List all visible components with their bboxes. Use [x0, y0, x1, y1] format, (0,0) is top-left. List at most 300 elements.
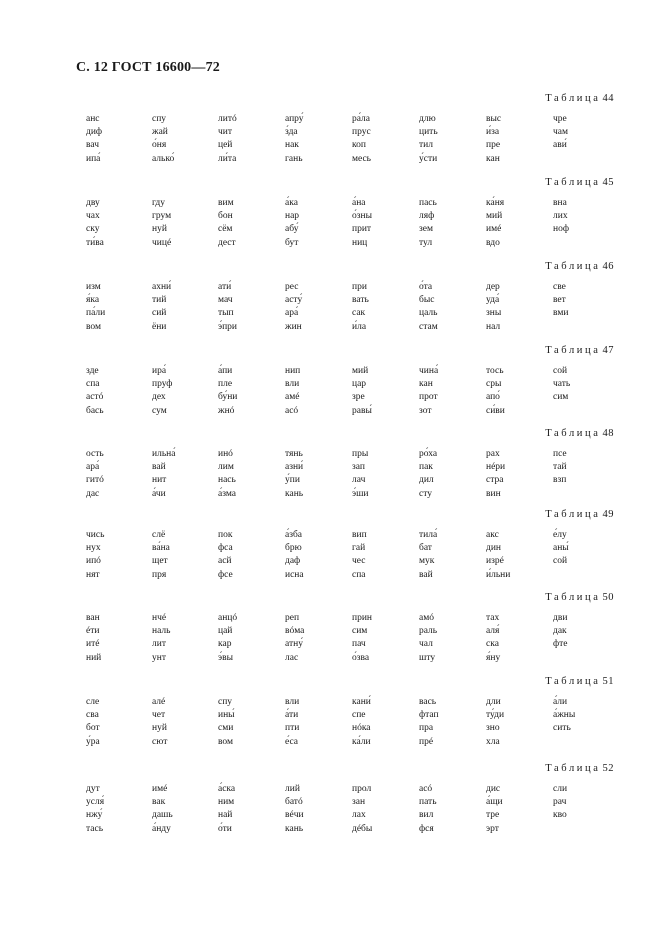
syllable: мий — [486, 211, 503, 222]
syllable: жин — [285, 321, 302, 332]
syllable: фте — [553, 639, 568, 650]
syllable: мук — [419, 556, 435, 567]
syllable: а́ка — [285, 198, 298, 208]
syllable: лас — [285, 652, 299, 663]
syllable: ний — [86, 652, 102, 663]
syllable: бот — [86, 723, 100, 734]
syllable-column — [218, 197, 236, 250]
table-caption-word: Таблица — [545, 676, 601, 687]
syllable: бат — [419, 543, 432, 554]
syllable: дест — [218, 237, 236, 248]
syllable-column — [419, 783, 437, 836]
syllable: лих — [553, 211, 568, 222]
table-caption — [545, 592, 614, 603]
syllable: сва — [86, 710, 99, 721]
syllable: ти́ва — [86, 237, 104, 248]
syllable: си́ви — [486, 405, 505, 416]
syllable: ати́ — [218, 282, 232, 292]
syllable: пти — [285, 723, 300, 734]
table-caption — [545, 676, 614, 687]
syllable: рах — [486, 449, 500, 459]
syllable: раль — [419, 626, 438, 637]
syllable: фтап — [419, 710, 439, 721]
syllable: даф — [285, 556, 301, 567]
syllable: тось — [486, 366, 504, 376]
syllable: а́нду — [152, 823, 171, 834]
syllable: длю — [419, 114, 436, 124]
syllable: гду — [152, 198, 166, 208]
syllable-column — [419, 529, 437, 582]
syllable: дву — [86, 198, 100, 208]
syllable: вéчи — [285, 810, 304, 821]
syllable: зан — [352, 797, 366, 808]
syllable-column — [152, 783, 173, 836]
syllable-column — [419, 448, 437, 501]
syllable: прит — [352, 224, 372, 235]
syllable: и́за — [486, 127, 500, 138]
table-caption-word: Таблица — [545, 428, 601, 439]
syllable: кань — [285, 488, 304, 499]
syllable: асó — [419, 784, 433, 794]
syllable: фса — [218, 543, 233, 554]
syllable: вась — [419, 697, 437, 707]
syllable-column — [285, 783, 304, 836]
syllable: абу́ — [285, 224, 299, 235]
syllable: сить — [553, 723, 571, 734]
syllable: е́лу — [553, 530, 567, 540]
syllable: цай — [218, 626, 233, 637]
syllable: о́зны — [352, 211, 372, 222]
syllable: итé — [86, 639, 100, 650]
syllable: асту́ — [285, 295, 303, 306]
syllable: литó — [218, 114, 237, 124]
syllable: хла — [486, 736, 500, 747]
syllable-column — [86, 197, 104, 250]
syllable: а́ти — [285, 710, 299, 721]
syllable: све — [553, 282, 566, 292]
syllable: равы́ — [352, 405, 372, 416]
syllable: нуй — [152, 224, 167, 235]
syllable: дут — [86, 784, 100, 794]
syllable: дéбы — [352, 823, 373, 834]
syllable-column — [419, 612, 437, 665]
syllable: аля́ — [486, 626, 500, 637]
syllable: чись — [86, 530, 105, 540]
syllable-column — [419, 113, 438, 166]
syllable-column — [553, 281, 568, 321]
syllable: ахни́ — [152, 282, 172, 292]
syllable: сум — [152, 405, 167, 416]
syllable-column — [218, 529, 233, 582]
syllable: нух — [86, 543, 101, 554]
table-number: 51 — [602, 676, 614, 687]
syllable: я́ка — [86, 295, 100, 306]
syllable: спу — [152, 114, 167, 124]
syllable-column — [486, 783, 503, 836]
syllable: ван — [86, 613, 100, 623]
syllable: бон — [218, 211, 233, 222]
syllable-column — [152, 612, 170, 665]
syllable: а́ска — [218, 784, 236, 794]
syllable-column — [285, 365, 300, 418]
syllable: вим — [218, 198, 234, 208]
syllable: кань — [285, 823, 304, 834]
syllable: вин — [486, 488, 501, 499]
syllable: рач — [553, 797, 567, 808]
syllable: сим — [352, 626, 368, 637]
syllable: о́ня — [152, 140, 167, 151]
syllable: зот — [419, 405, 432, 416]
syllable: тах — [486, 613, 500, 623]
syllable: тып — [218, 308, 234, 319]
syllable: дви — [553, 613, 568, 623]
syllable: стра — [486, 475, 504, 486]
syllable: нчé — [152, 613, 167, 623]
table-number: 46 — [602, 261, 614, 272]
syllable: нят — [86, 569, 100, 580]
syllable: вом — [218, 736, 234, 747]
syllable: грум — [152, 211, 172, 222]
syllable: кан — [486, 153, 500, 164]
syllable-column — [86, 529, 104, 582]
syllable-column — [419, 197, 437, 250]
syllable-column — [352, 529, 367, 582]
syllable-column — [152, 113, 174, 166]
syllable: э́вы — [218, 652, 233, 663]
syllable: вет — [553, 295, 566, 306]
syllable-column — [352, 365, 372, 418]
syllable: лит — [152, 639, 166, 650]
syllable: пле — [218, 379, 233, 390]
syllable-column — [218, 448, 236, 501]
syllable: чах — [86, 211, 100, 222]
syllable-column — [218, 783, 235, 836]
syllable: а́пи — [218, 366, 233, 376]
syllable: ска — [486, 639, 499, 650]
syllable: стам — [419, 321, 438, 332]
syllable-column — [86, 281, 105, 334]
syllable: апо́ — [486, 392, 500, 403]
syllable: вай — [152, 462, 166, 473]
syllable: прол — [352, 784, 372, 794]
syllable: а́жны — [553, 710, 576, 721]
syllable: ляф — [419, 211, 435, 222]
syllable: чет — [152, 710, 166, 721]
syllable: диф — [86, 127, 103, 138]
syllable: ёни — [152, 321, 167, 332]
table-caption — [545, 428, 614, 439]
syllable-column — [218, 365, 237, 418]
syllable: псе — [553, 449, 567, 459]
table-caption — [545, 345, 614, 356]
syllable: у́ра — [86, 736, 100, 747]
syllable: вил — [419, 810, 434, 821]
table-number: 48 — [602, 428, 614, 439]
table-caption-word: Таблица — [545, 261, 601, 272]
syllable: вми — [553, 308, 569, 319]
syllable: кво — [553, 810, 567, 821]
syllable: атну́ — [285, 639, 303, 650]
syllable: пря — [152, 569, 167, 580]
syllable: ара́ — [285, 308, 299, 319]
syllable: а́чи — [152, 488, 166, 499]
syllable-column — [486, 281, 501, 334]
syllable: лий — [285, 784, 300, 794]
syllable: е́са — [285, 736, 299, 747]
syllable-column — [553, 783, 567, 823]
syllable-column — [553, 113, 568, 153]
syllable-column — [152, 281, 171, 334]
syllable-column — [152, 696, 167, 749]
syllable: спа — [86, 379, 100, 390]
syllable: дак — [553, 626, 567, 637]
table-caption — [545, 509, 614, 520]
syllable: щет — [152, 556, 168, 567]
syllable: ость — [86, 449, 104, 459]
syllable: дис — [486, 784, 501, 794]
syllable-column — [352, 197, 372, 250]
syllable-column — [486, 529, 510, 582]
syllable: сют — [152, 736, 168, 747]
syllable: ара́ — [86, 462, 100, 473]
syllable: амé — [285, 392, 300, 403]
syllable-column — [486, 448, 505, 501]
table-caption — [545, 93, 614, 104]
syllable-column — [419, 696, 439, 749]
syllable: и́ла — [352, 321, 367, 332]
syllable: ира́ — [152, 366, 167, 376]
syllable-column — [86, 113, 102, 166]
syllable-column — [352, 448, 368, 501]
syllable: гань — [285, 153, 303, 164]
syllable: дли — [486, 697, 501, 707]
syllable: а́щи — [486, 797, 503, 808]
syllable: сой — [553, 556, 568, 567]
syllable: ску — [86, 224, 100, 235]
syllable-column — [285, 448, 303, 501]
syllable: фся — [419, 823, 434, 834]
syllable: амó — [419, 613, 434, 623]
syllable: пра — [419, 723, 434, 734]
syllable-column — [152, 197, 171, 250]
syllable-column — [86, 696, 100, 749]
syllable: пры — [352, 449, 369, 459]
syllable: нип — [285, 366, 301, 376]
syllable: тул — [419, 237, 433, 248]
syllable: вóма — [285, 626, 305, 637]
syllable: усля́ — [86, 797, 105, 808]
syllable: а́зма — [218, 488, 236, 499]
syllable-column — [352, 612, 372, 665]
syllable: э́при — [218, 321, 237, 332]
syllable: тил — [419, 140, 433, 151]
syllable: тась — [86, 823, 104, 834]
syllable: ниц — [352, 237, 368, 248]
syllable: рес — [285, 282, 299, 292]
syllable-column — [486, 365, 505, 418]
syllable: сту — [419, 488, 432, 499]
syllable: тянь — [285, 449, 303, 459]
syllable: у́сти — [419, 153, 438, 164]
syllable: коп — [352, 140, 366, 151]
syllable: прус — [352, 127, 371, 138]
syllable: зем — [419, 224, 433, 235]
syllable: изрé — [486, 556, 504, 567]
syllable-column — [285, 529, 304, 582]
syllable-column — [285, 612, 304, 665]
syllable: астó — [86, 392, 104, 403]
table-caption — [545, 261, 614, 272]
syllable: дех — [152, 392, 166, 403]
syllable-column — [553, 365, 570, 405]
syllable: инó — [218, 449, 233, 459]
syllable: шту — [419, 652, 436, 663]
syllable: сли — [553, 784, 568, 794]
syllable: най — [218, 810, 233, 821]
syllable: батó — [285, 797, 303, 808]
syllable: лах — [352, 810, 366, 821]
syllable: вать — [352, 295, 369, 306]
syllable: чать — [553, 379, 571, 390]
syllable-column — [352, 783, 372, 836]
table-caption-word: Таблица — [545, 177, 601, 188]
syllable: ли́та — [218, 153, 237, 164]
syllable-column — [553, 448, 567, 488]
syllable: акс — [486, 530, 499, 540]
syllable: цей — [218, 140, 233, 151]
syllable: вна — [553, 198, 567, 208]
syllable: пать — [419, 797, 437, 808]
syllable-column — [285, 696, 299, 749]
syllable: слё — [152, 530, 166, 540]
syllable: ним — [218, 797, 235, 808]
table-number: 45 — [602, 177, 614, 188]
syllable: тре — [486, 810, 500, 821]
syllable: о́зва — [352, 652, 370, 663]
syllable: дас — [86, 488, 100, 499]
syllable: и́льни — [486, 569, 511, 580]
syllable: имé — [152, 784, 168, 794]
syllable: з́да — [285, 127, 298, 138]
syllable: вдо — [486, 237, 500, 248]
syllable-column — [352, 281, 369, 334]
syllable: а́зба — [285, 530, 303, 540]
syllable: сой — [553, 366, 568, 376]
syllable: прот — [419, 392, 438, 403]
syllable: аны́ — [553, 543, 569, 554]
syllable: дин — [486, 543, 502, 554]
syllable-column — [486, 612, 500, 665]
syllable: чес — [352, 556, 366, 567]
syllable: нась — [218, 475, 236, 486]
syllable: ка́ли — [352, 736, 371, 747]
syllable: чина́ — [419, 366, 439, 376]
page-header: С. 12 ГОСТ 16600—72 — [76, 60, 220, 75]
syllable: быс — [419, 295, 435, 306]
syllable: дил — [419, 475, 434, 486]
syllable-column — [285, 113, 304, 166]
syllable-column — [152, 448, 175, 501]
syllable: ро́ха — [419, 449, 438, 459]
table-caption-word: Таблица — [545, 763, 601, 774]
syllable-column — [152, 365, 172, 418]
table-number: 49 — [602, 509, 614, 520]
syllable: ипа́ — [86, 153, 101, 164]
syllable: па́ли — [86, 308, 106, 319]
syllable: жнó — [218, 405, 235, 416]
syllable: взп — [553, 475, 567, 486]
syllable: пач — [352, 639, 366, 650]
syllable-column — [352, 696, 371, 749]
syllable: нуй — [152, 723, 167, 734]
syllable: чал — [419, 639, 433, 650]
syllable: асй — [218, 556, 232, 567]
syllable: анс — [86, 114, 100, 124]
syllable: изм — [86, 282, 101, 292]
syllable: алé — [152, 697, 166, 707]
syllable: я́ну — [486, 652, 501, 663]
syllable: дашь — [152, 810, 173, 821]
syllable: э́ши — [352, 488, 369, 499]
syllable: спа — [352, 569, 366, 580]
table-number: 52 — [602, 763, 614, 774]
syllable: унт — [152, 652, 166, 663]
syllable-column — [218, 696, 235, 749]
syllable: ка́ня — [486, 198, 505, 208]
syllable: зре — [352, 392, 365, 403]
syllable: нóка — [352, 723, 371, 734]
syllable-column — [352, 113, 371, 166]
syllable: о́та — [419, 282, 433, 292]
syllable-column — [486, 113, 501, 166]
syllable: вом — [86, 321, 102, 332]
syllable: кани́ — [352, 697, 371, 707]
syllable: вач — [86, 140, 99, 151]
syllable: вай — [419, 569, 433, 580]
syllable-column — [86, 365, 104, 418]
syllable: анцó — [218, 613, 238, 623]
syllable: о́ти — [218, 823, 232, 834]
syllable-column — [86, 783, 104, 836]
syllable: нжу́ — [86, 810, 103, 821]
syllable: пак — [419, 462, 433, 473]
syllable: пась — [419, 198, 437, 208]
syllable: цить — [419, 127, 438, 138]
syllable-column — [486, 696, 504, 749]
syllable: уда́ — [486, 295, 500, 306]
syllable: вли — [285, 697, 300, 707]
table-caption-word: Таблица — [545, 592, 601, 603]
syllable: тий — [152, 295, 167, 306]
syllable: зны — [486, 308, 502, 319]
syllable: брю — [285, 543, 302, 554]
syllable: у́пи — [285, 475, 300, 486]
syllable: нар — [285, 211, 300, 222]
syllable: спу — [218, 697, 233, 707]
syllable: нит — [152, 475, 167, 486]
syllable: лач — [352, 475, 366, 486]
syllable: спе — [352, 710, 366, 721]
syllable: сим — [553, 392, 569, 403]
syllable-column — [218, 281, 237, 334]
table-caption-word: Таблица — [545, 509, 601, 520]
table-number: 47 — [602, 345, 614, 356]
syllable: чре — [553, 114, 567, 124]
syllable: а́на — [352, 198, 366, 208]
table-number: 50 — [602, 592, 614, 603]
syllable: эрт — [486, 823, 499, 834]
syllable: нéри — [486, 462, 506, 473]
